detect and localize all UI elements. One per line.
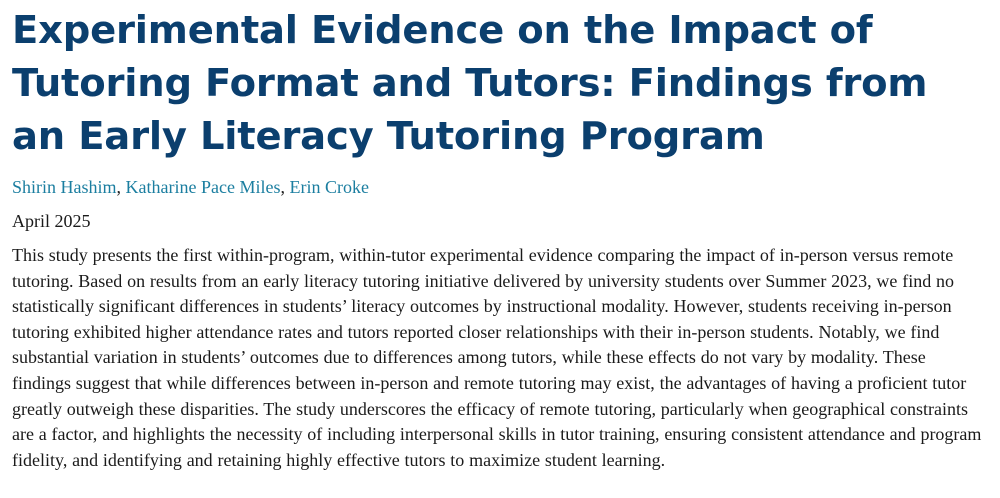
publication-date: April 2025 — [12, 211, 91, 231]
article — [12, 4, 988, 473]
author-link-shirin-hashim[interactable]: Shirin Hashim — [12, 177, 117, 197]
author-link-katharine-pace-miles[interactable]: Katharine Pace Miles — [125, 177, 281, 197]
author-list — [12, 175, 988, 199]
abstract-text: This study presents the first within-program, within-tutor experimental evidence comparing the impact of in-person versus remote tutoring. Based on results from an early literacy tutoring initiative delivered by university students over Summer 2023, we find no statistically significant differences in students’ literacy outcomes by instructional modality. However, students receiving in-person tutoring exhibited higher attendance rates and tutors reported closer relationships with their in-person students. Notably, we find substantial variation in students’ outcomes due to differences among tutors, while these effects do not vary by modality. These findings suggest that while differences between in-person and remote tutoring may exist, the advantages of having a proficient tutor greatly outweigh these disparities. The study underscores the efficacy of remote tutoring, particularly when geographical constraints are a factor, and highlights the necessity of including interpersonal skills in tutor training, ensuring consistent attendance and program fidelity, and identifying and retaining highly effective tutors to maximize student learning. — [12, 245, 982, 470]
article-title: Experimental Evidence on the Impact of Tutoring Format and Tutors: Findings from an Early Literacy Tutoring Program — [12, 8, 928, 159]
author-separator: , — [280, 177, 290, 197]
author-separator: , — [116, 177, 126, 197]
author-link-erin-croke[interactable]: Erin Croke — [289, 177, 369, 197]
